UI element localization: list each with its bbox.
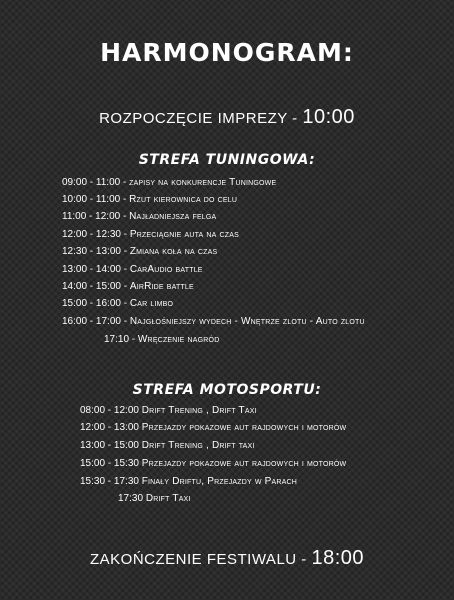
- schedule-row: [104, 333, 219, 347]
- schedule-row: [80, 404, 257, 418]
- row-time: 14:00 - 15:00 -: [62, 281, 130, 292]
- row-time: 12:00 - 12:30 -: [62, 229, 130, 240]
- schedule-row: [62, 193, 237, 207]
- row-time: 13:00 - 14:00 -: [62, 264, 130, 275]
- row-desc: AirRide battle: [129, 281, 194, 292]
- schedule-row: [80, 475, 297, 489]
- row-time: 15:00 - 15:30: [80, 458, 142, 469]
- row-desc: Drift Trening , Drift Taxi: [141, 405, 257, 416]
- row-desc: Najładniejsza felga: [129, 211, 217, 222]
- row-desc: Car limbo: [129, 298, 174, 309]
- schedule-row: [80, 439, 255, 453]
- row-time: 17:30: [118, 493, 146, 504]
- closing-line: [0, 547, 454, 571]
- schedule-row: [62, 263, 203, 277]
- row-desc: Finały Driftu, Przejazdy w Parach: [141, 476, 297, 487]
- closing-time: 18:00: [311, 547, 365, 569]
- row-desc: Przejazdy pokazowe aut rajdowych i motorów: [141, 422, 347, 433]
- row-time: 15:30 - 17:30: [80, 476, 142, 487]
- row-desc: Drift Taxi: [145, 493, 191, 504]
- schedule-row: [118, 492, 191, 506]
- row-desc: zapisy na konkurencje Tuningowe: [129, 177, 277, 188]
- row-time: 13:00 - 15:00: [80, 440, 142, 451]
- opening-label: ROZPOCZĘCIE IMPREZY -: [99, 110, 303, 127]
- schedule-row: [62, 210, 216, 224]
- row-time: 15:00 - 16:00 -: [62, 298, 130, 309]
- row-desc: Wręczenie nagród: [137, 334, 220, 345]
- schedule-row: [62, 245, 217, 259]
- row-time: 08:00 - 12:00: [80, 405, 142, 416]
- row-time: 11:00 - 12:00 -: [62, 211, 130, 222]
- row-desc: Przeciągnie auta na czas: [129, 229, 239, 240]
- opening-line: [0, 106, 454, 130]
- section-title-tuning: STREFA TUNINGOWA:: [138, 152, 316, 168]
- row-time: 12:00 - 13:00: [80, 422, 142, 433]
- row-desc: Rzut kierownica do celu: [129, 194, 238, 205]
- row-desc: CarAudio battle: [129, 264, 203, 275]
- schedule-row: [62, 280, 194, 294]
- row-desc: Drift Trening , Drift taxi: [141, 440, 255, 451]
- row-desc: Najgłośniejszy wydech - Wnętrze zlotu - Auto zlotu: [129, 316, 365, 327]
- row-desc: Przejazdy pokazowe aut rajdowych i motorów: [141, 458, 347, 469]
- row-time: 10:00 - 11:00 -: [62, 194, 130, 205]
- schedule-row: [80, 457, 346, 471]
- row-desc: Zmiana koła na czas: [129, 246, 218, 257]
- schedule-row: [62, 176, 276, 190]
- schedule-row: [80, 421, 346, 435]
- row-time: 12:30 - 13:00 -: [62, 246, 130, 257]
- row-time: 17:10 -: [104, 334, 138, 345]
- opening-time: 10:00: [302, 106, 355, 128]
- schedule-row: [62, 315, 365, 329]
- row-time: 16:00 - 17:00 -: [62, 316, 130, 327]
- closing-label: ZAKOŃCZENIE FESTIWALU -: [89, 551, 312, 568]
- page-title: HARMONOGRAM:: [100, 38, 354, 67]
- schedule-row: [62, 297, 173, 311]
- schedule-row: [62, 228, 239, 242]
- section-title-motosport: STREFA MOTOSPORTU:: [132, 382, 322, 398]
- row-time: 09:00 - 11:00 -: [62, 177, 130, 188]
